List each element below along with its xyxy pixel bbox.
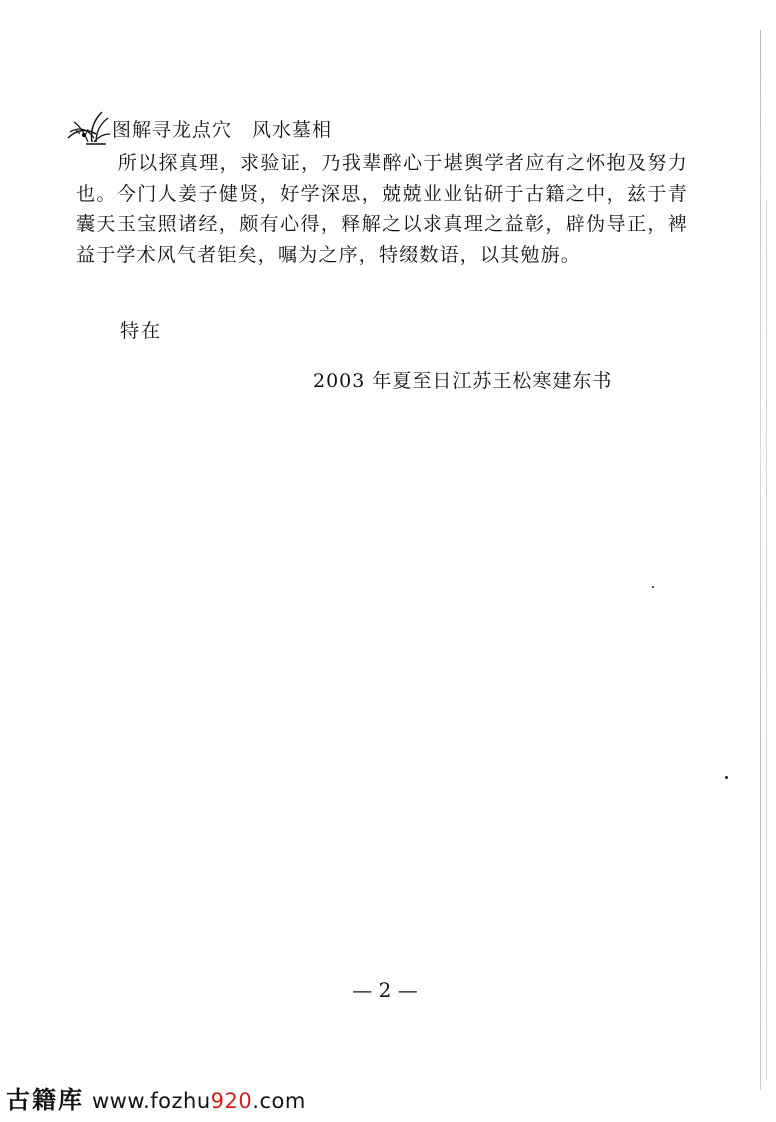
watermark-url-prefix: www.fozhu [92, 1089, 211, 1113]
watermark-url-number: 920 [210, 1089, 253, 1113]
page-number: — 2 — [352, 978, 418, 1002]
author-signature: 2003 年夏至日江苏王松寒建东书 [313, 370, 613, 392]
preface-paragraph: 所以探真理，求验证，乃我辈醉心于堪舆学者应有之怀抱及努力也。今门人姜子健贤，好学深思，兢兢业业钻研于古籍之中，兹于青囊天玉宝照诸经，颇有心得，释解之以求真理之益彰，辟伪导正，裨益于学术风气者钜矣，嘱为之序，特缀数语，以其勉旃。 [76, 152, 688, 266]
page-edge-line-inner [766, 200, 767, 1080]
running-header [66, 108, 332, 148]
watermark-site-name: 古籍库 [6, 1086, 84, 1114]
page-edge-line [760, 30, 761, 1090]
watermark [6, 1080, 306, 1115]
book-title: 图解寻龙点穴 [112, 118, 233, 141]
closing-phrase: 特在 [120, 320, 163, 342]
watermark-url-suffix: .com [252, 1089, 306, 1113]
book-subtitle: 风水墓相 [252, 118, 333, 141]
scan-speck [652, 586, 654, 588]
orchid-icon [66, 108, 110, 148]
scan-speck [725, 776, 728, 779]
